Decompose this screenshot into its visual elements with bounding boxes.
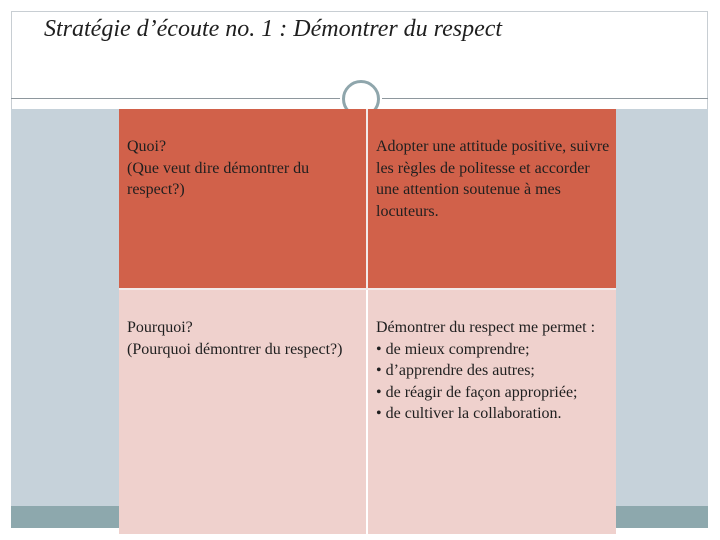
answer-text: Adopter une attitude positive, suivre les règles de politesse et accorder une attention soutenue à mes locuteurs. xyxy=(376,138,610,220)
question-label: Pourquoi? xyxy=(127,319,193,336)
title-divider-left xyxy=(11,98,340,99)
question-cell xyxy=(119,289,367,534)
table-row xyxy=(119,289,616,534)
answer-bullet: • de cultiver la collaboration. xyxy=(376,405,562,422)
table-row xyxy=(119,109,616,289)
question-label: Quoi? xyxy=(127,138,167,155)
title-divider-right xyxy=(382,98,708,99)
answer-bullet: • d’apprendre des autres; xyxy=(376,362,535,379)
slide-title: Stratégie d’écoute no. 1 : Démontrer du respect xyxy=(44,16,503,42)
answer-bullet: • de mieux comprendre; xyxy=(376,340,530,358)
strategy-table xyxy=(119,109,616,534)
question-detail: (Que veut dire démontrer du respect?) xyxy=(127,159,310,198)
answer-bullet: • de réagir de façon appropriée; xyxy=(376,383,578,401)
answer-intro: Démontrer du respect me permet : xyxy=(376,319,596,336)
question-cell xyxy=(119,109,367,289)
answer-cell xyxy=(367,109,616,289)
answer-cell xyxy=(367,289,616,534)
question-detail: (Pourquoi démontrer du respect?) xyxy=(127,340,343,358)
